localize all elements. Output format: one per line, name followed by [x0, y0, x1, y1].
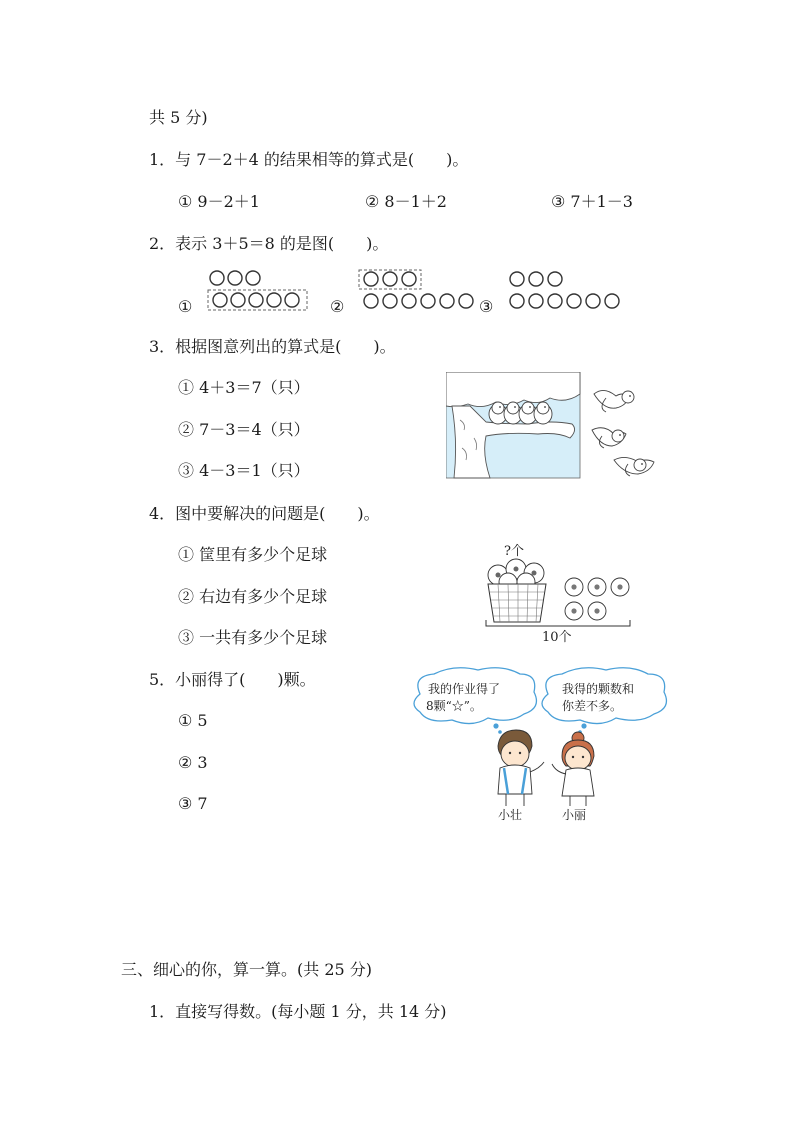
q1-option-1: ① 9－2＋1 [178, 192, 260, 211]
bubble-left-line-2: 8颗“☆”。 [426, 699, 482, 713]
q2-option-1-label: ① [178, 297, 193, 316]
q3-stem: 3．根据图意列出的算式是( )。 [149, 337, 396, 356]
q4-option-1: ① 筐里有多少个足球 [178, 545, 328, 564]
bubble-right-line-1: 我得的颗数和 [562, 682, 635, 696]
q5-option-2: ② 3 [178, 753, 208, 772]
name-left: 小壮 [498, 808, 523, 822]
girl-figure [552, 732, 594, 806]
q5-option-3: ③ 7 [178, 794, 208, 813]
q2-figure-2 [359, 270, 473, 308]
section3-sub1: 1．直接写得数。(每小题 1 分，共 14 分) [149, 1002, 447, 1021]
q2-figure-1 [208, 271, 307, 310]
q2-option-2-label: ② [330, 297, 345, 316]
q4-football-basket-figure [484, 540, 634, 644]
q4-option-3: ③ 一共有多少个足球 [178, 628, 328, 647]
flying-birds [592, 390, 654, 476]
q4-stem: 4．图中要解决的问题是( )。 [149, 504, 380, 523]
header-line: 共 5 分) [149, 108, 208, 127]
q4-bottom-label: 10个 [542, 630, 572, 644]
boy-figure [498, 730, 544, 806]
q2-circle-figures [200, 262, 620, 318]
q5-stem: 5．小丽得了( )颗。 [149, 670, 316, 689]
name-right: 小丽 [562, 808, 587, 822]
q2-figure-3 [510, 272, 619, 308]
q4-top-label: ?个 [504, 544, 524, 559]
q5-children-illustration [402, 664, 682, 822]
bubble-left-line-1: 我的作业得了 [428, 682, 501, 696]
q3-option-1: ① 4＋3＝7（只） [178, 378, 310, 397]
q5-option-1: ① 5 [178, 711, 208, 730]
q3-birds-tree-illustration [446, 372, 664, 482]
q1-option-3: ③ 7＋1－3 [551, 192, 633, 211]
q2-option-3-label: ③ [479, 297, 494, 316]
loose-balls [565, 578, 629, 620]
bubble-right-line-2: 你差不多。 [562, 699, 623, 713]
q1-option-2: ② 8－1＋2 [365, 192, 447, 211]
q1-stem: 1．与 7－2＋4 的结果相等的算式是( )。 [149, 150, 469, 169]
section3-title: 三、细心的你，算一算。(共 25 分) [121, 960, 373, 979]
q2-stem: 2．表示 3＋5＝8 的是图( )。 [149, 234, 389, 253]
q3-option-2: ② 7－3＝4（只） [178, 420, 310, 439]
q3-option-3: ③ 4－3＝1（只） [178, 461, 310, 480]
q4-option-2: ② 右边有多少个足球 [178, 587, 328, 606]
